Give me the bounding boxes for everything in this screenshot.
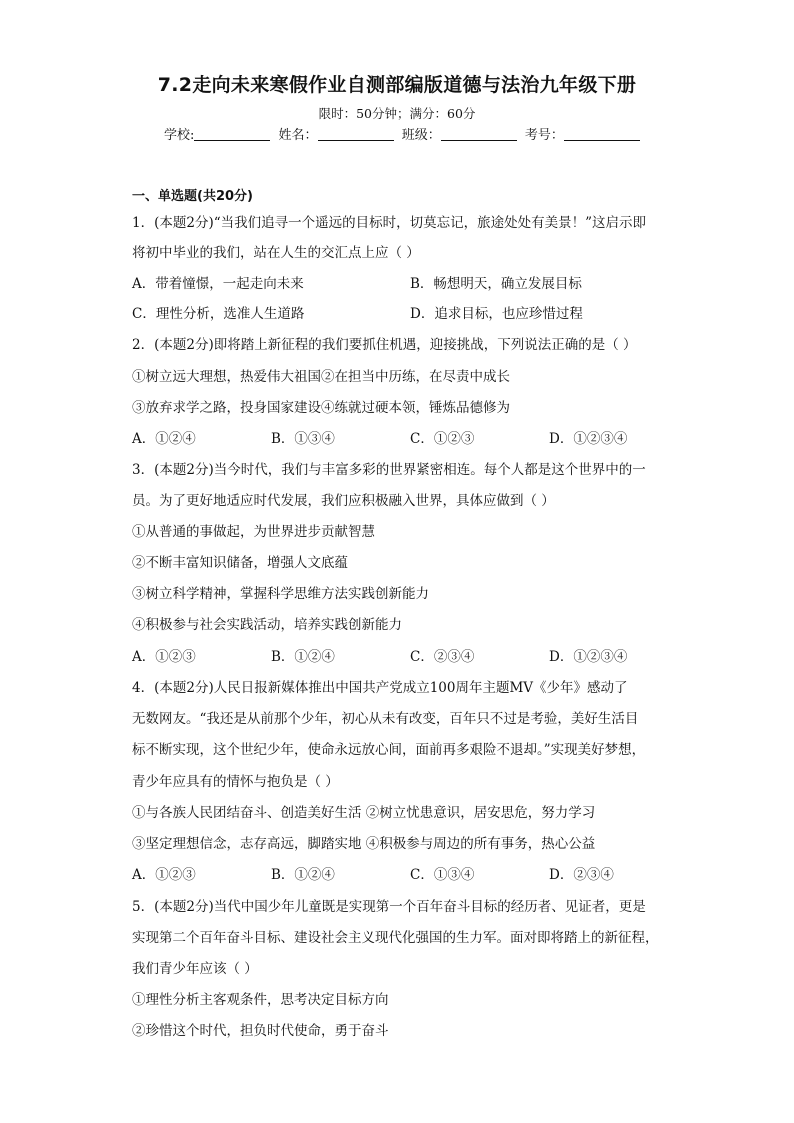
name-label: 姓名： — [278, 128, 318, 143]
question-2-item: ③放弃求学之路，投身国家建设④练就过硬本领，锤炼品德修为 — [132, 400, 510, 416]
question-4-option-c[interactable]: C．①③④ — [410, 867, 475, 883]
question-3-item: ③树立科学精神，掌握科学思维方法实践创新能力 — [132, 586, 429, 602]
question-1-text: 将初中毕业的我们，站在人生的交汇点上应（ ） — [132, 245, 420, 261]
question-4-item: ①与各族人民团结奋斗、创造美好生活 ②树立忧患意识，居安思危，努力学习 — [132, 805, 596, 821]
question-4-text: 青少年应具有的情怀与抱负是（ ） — [132, 774, 339, 790]
question-5-item: ②珍惜这个时代，担负时代使命，勇于奋斗 — [132, 1023, 389, 1039]
question-4-text: 标不断实现，这个世纪少年，使命永远放心间，面前再多艰险不退却。”实现美好梦想， — [132, 742, 646, 758]
question-2-item: ①树立远大理想，热爱伟大祖国②在担当中历练，在尽责中成长 — [132, 369, 510, 385]
question-1-option-c[interactable]: C．理性分析，选准人生道路 — [132, 306, 305, 322]
question-2-option-b[interactable]: B．①③④ — [271, 431, 335, 447]
question-2-option-c[interactable]: C．①②③ — [410, 431, 475, 447]
question-1-option-d[interactable]: D．追求目标，也应珍惜过程 — [410, 306, 583, 322]
question-3-text: 3．(本题2分)当今时代，我们与丰富多彩的世界紧密相连。每个人都是这个世界中的一 — [132, 462, 646, 478]
question-4-text: 无数网友。“我还是从前那个少年，初心从未有改变，百年只不过是考验，美好生活目 — [132, 711, 639, 727]
question-2-text: 2．(本题2分)即将踏上新征程的我们要抓住机遇，迎接挑战，下列说法正确的是（ ） — [132, 337, 637, 353]
question-1-option-b[interactable]: B．畅想明天，确立发展目标 — [410, 276, 582, 292]
question-4-option-a[interactable]: A．①②③ — [132, 867, 196, 883]
question-1-option-a[interactable]: A．带着憧憬，一起走向未来 — [132, 276, 304, 292]
question-4-item: ③坚定理想信念，志存高远，脚踏实地 ④积极参与周边的所有事务，热心公益 — [132, 836, 596, 852]
name-blank — [318, 127, 394, 141]
school-blank — [194, 127, 270, 141]
question-4-option-b[interactable]: B．①②④ — [271, 867, 335, 883]
student-info-fields — [164, 124, 644, 143]
section-title: 一、单选题(共20分) — [132, 189, 253, 204]
question-4-text: 4．(本题2分)人民日报新媒体推出中国共产党成立100周年主题MV《少年》感动了 — [132, 680, 628, 696]
exam-number-label: 考号： — [524, 128, 564, 143]
question-1-text: 1．(本题2分)“当我们追寻一个遥远的目标时，切莫忘记，旅途处处有美景！”这启示即 — [132, 215, 647, 231]
question-3-item: ①从普通的事做起，为世界进步贡献智慧 — [132, 524, 375, 540]
school-label: 学校: — [164, 128, 195, 143]
question-3-option-a[interactable]: A．①②③ — [132, 649, 196, 665]
exam-number-blank — [564, 127, 640, 141]
question-4-option-d[interactable]: D．②③④ — [549, 867, 614, 883]
page-title: 7.2走向未来寒假作业自测部编版道德与法治九年级下册 — [157, 74, 637, 96]
question-3-option-c[interactable]: C．②③④ — [410, 649, 475, 665]
question-5-text: 实现第二个百年奋斗目标、建设社会主义现代化强国的生力军。面对即将踏上的新征程， — [132, 930, 659, 946]
question-5-text: 我们青少年应该（ ） — [132, 961, 258, 977]
question-5-text: 5．(本题2分)当代中国少年儿童既是实现第一个百年奋斗目标的经历者、见证者，更是 — [132, 899, 646, 915]
question-3-item: ④积极参与社会实践活动，培养实践创新能力 — [132, 617, 402, 633]
question-2-option-a[interactable]: A．①②④ — [132, 431, 196, 447]
class-label: 班级： — [401, 128, 441, 143]
question-3-option-d[interactable]: D．①②③④ — [549, 649, 628, 665]
question-5-item: ①理性分析主客观条件，思考决定目标方向 — [132, 992, 389, 1008]
question-3-option-b[interactable]: B．①②④ — [271, 649, 335, 665]
question-2-option-d[interactable]: D．①②③④ — [549, 431, 628, 447]
class-blank — [441, 127, 517, 141]
question-3-text: 员。为了更好地适应时代发展，我们应积极融入世界，具体应做到（ ） — [132, 493, 555, 509]
question-3-item: ②不断丰富知识储备，增强人文底蕴 — [132, 555, 348, 571]
time-limit: 限时：50分钟；满分：60分 — [318, 106, 476, 121]
